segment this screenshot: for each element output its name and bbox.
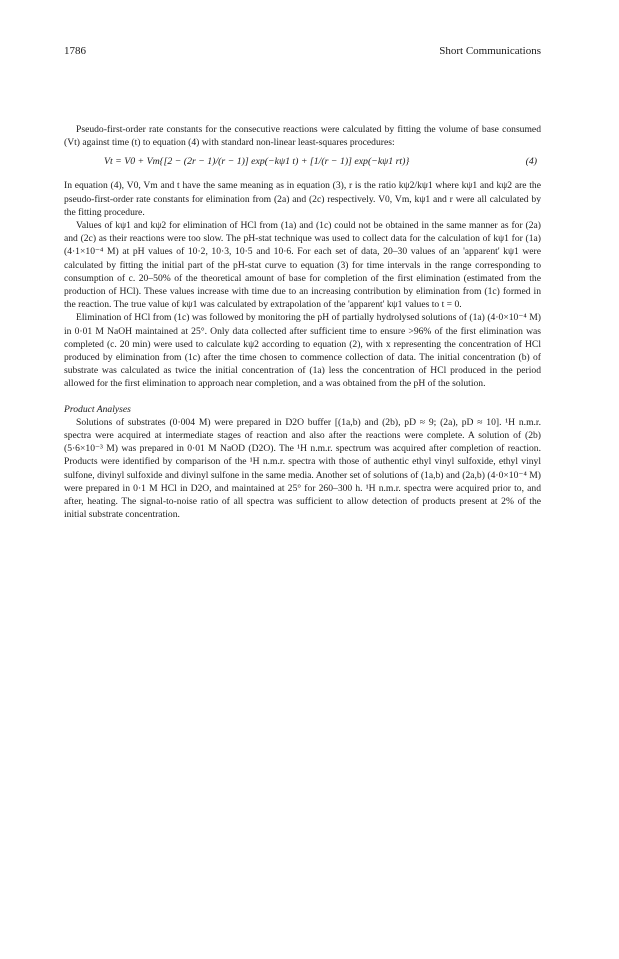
paragraph-rate-constants: Pseudo-first-order rate constants for the consecutive reactions were calculated by fitting the volume of base consumed (Vt) against time (t) to equation (4) with standard non-linear least-squares procedures: [64,124,541,149]
page-number: 1786 [64,45,86,57]
paragraph-equation-explanation: In equation (4), V0, Vm and t have the same meaning as in equation (3), r is the ratio kψ2/kψ1 where kψ1 and kψ2 are the pseudo-first-order rate constants for elimination from (2a) and (2c) respectively. V0, Vm, kψ1 and r were all calculated by the fitting procedure. [64,180,541,218]
article-body [64,123,541,521]
journal-section-title: Short Communications [439,45,541,57]
equation-4 [64,155,541,169]
paragraph-hcl-elimination: Values of kψ1 and kψ2 for elimination of HCl from (1a) and (1c) could not be obtained in the same manner as for (2a) and (2c) as their reactions were too slow. The pH-stat technique was used to collect data for the calculation of kψ1 for (1a) (4·1×10⁻⁴ M) at pH values of 10·2, 10·3, 10·5 and 10·6. For each set of data, 20–30 values of an 'apparent' kψ1 were calculated by fitting the initial part of the pH-stat curve to equation (3) for time intervals in the range corresponding to consumption of c. 20–50% of the theoretical amount of base for completion of the first elimination (estimated from the production of HCl). These values increase with time due to an increasing contribution by elimination from (1c) formed in the reaction. The true value of kψ1 was calculated by extrapolation of the 'apparent' kψ1 values to t = 0. [64,220,541,311]
paragraph-hcl-from-1c: Elimination of HCl from (1c) was followed by monitoring the pH of partially hydrolysed solutions of (1a) (4·0×10⁻⁴ M) in 0·01 M NaOH maintained at 25°. Only data collected after sufficient time to ensure >96% of the first elimination was completed (c. 20 min) were used to calculate kψ2 according to equation (2), with x representing the concentration of HCl produced by elimination from (1c) after the time chosen to commence collection of data. The initial concentration (b) of substrate was calculated as twice the initial concentration of (1a) less the concentration of HCl produced in the period allowed for the first elimination to approach near completion, and a was obtained from the pH of the solution. [64,312,541,390]
running-header [64,45,541,59]
section-heading-product-analyses: Product Analyses [64,403,131,415]
paragraph-product-analyses: Solutions of substrates (0·004 M) were prepared in D2O buffer [(1a,b) and (2b), pD ≈ 9; (2a), pD ≈ 10]. ¹H n.m.r. spectra were acquired at intermediate stages of reaction and also after the reactions were complete. A solution of (2b) (5·6×10⁻³ M) was prepared in 0·01 M NaOD (D2O). The ¹H n.m.r. spectrum was acquired after completion of reaction. Products were identified by comparison of the ¹H n.m.r. spectra with those of authentic ethyl vinyl sulfoxide, ethyl vinyl sulfone, divinyl sulfoxide and divinyl sulfone in the same media. Another set of solutions of (1a,b) and (2a,b) (4·0×10⁻⁴ M) were prepared in 0·1 M HCl in D2O, and maintained at 25° for 260–300 h. ¹H n.m.r. spectra were acquired prior to, and after, heating. The signal-to-noise ratio of all spectra was sufficient to allow detection of products present at 2% of the initial substrate concentration. [64,416,541,521]
equation-number: (4) [525,156,537,168]
equation-expression: Vt = V0 + Vm{[2 − (2r − 1)/(r − 1)] exp(−kψ1 t) + [1/(r − 1)] exp(−kψ1 rt)} [104,156,410,168]
